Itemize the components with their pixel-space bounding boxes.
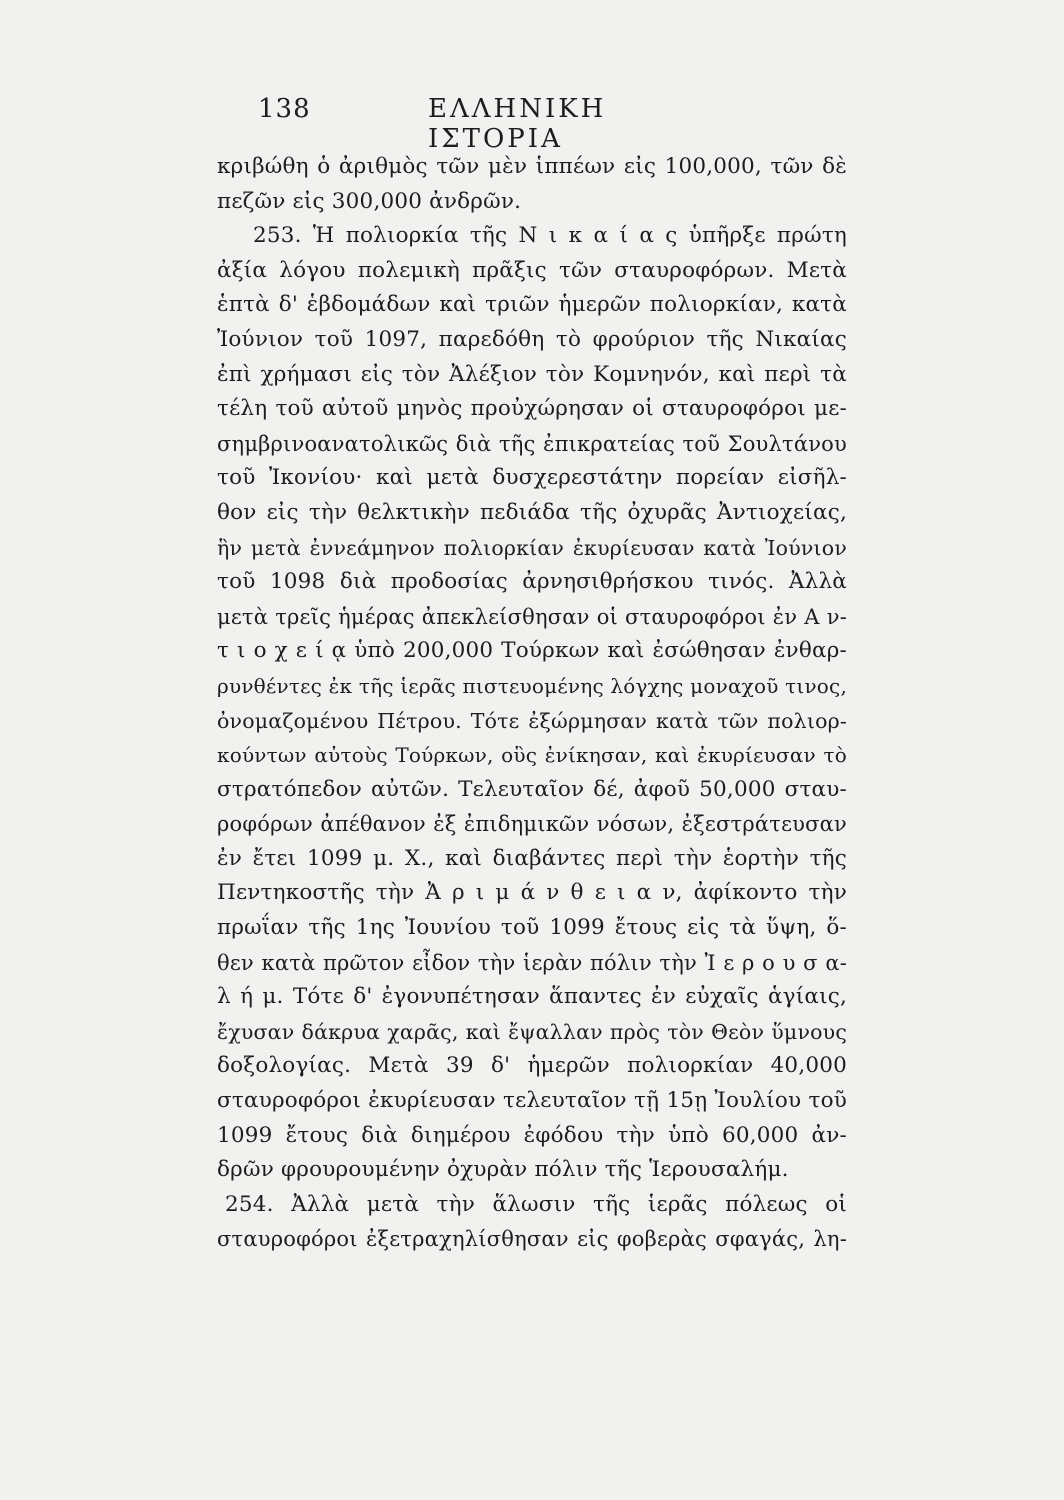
text-line: ἔχυσαν δάκρυα χαρᾶς, καὶ ἔψαλλαν πρὸς τὸν Θεὸν ὕμνους [217,1019,847,1044]
text-line: πρωΐαν τῆς 1ης Ἰουνίου τοῦ 1099 ἔτους εἰς τὰ ὕψη, ὅ- [217,915,847,941]
text-line: ἐπὶ χρήμασι εἰς τὸν Ἀλέξιον τὸν Κομνηνόν, καὶ περὶ τὰ [217,361,847,387]
text-line: δρῶν φρουρουμένην ὀχυρὰν πόλιν τῆς Ἱερουσαλήμ. [217,1157,789,1183]
text-line: Ἰούνιον τοῦ 1097, παρεδόθη τὸ φρούριον τῆς Νικαίας [217,326,847,352]
text-line: δοξολογίας. Μετὰ 39 δ' ἡμερῶν πολιορκίαν 40,000 [217,1053,847,1079]
text-line: κριβώθη ὁ ἀριθμὸς τῶν μὲν ἱππέων εἰς 100,000, τῶν δὲ [217,154,847,179]
text-line: τοῦ Ἰκονίου· καὶ μετὰ δυσχερεστάτην πορείαν εἰσῆλ- [217,465,847,491]
text-line: Πεντηκοστῆς τὴν Ἀ ρ ι μ ά ν θ ε ι α ν, ἀφίκοντο τὴν [217,880,847,906]
text-line: στρατόπεδον αὐτῶν. Τελευταῖον δέ, ἀφοῦ 50,000 σταυ- [217,776,847,802]
text-line: θεν κατὰ πρῶτον εἶδον τὴν ἱερὰν πόλιν τὴν Ἰ ε ρ ο υ σ α- [217,950,847,975]
text-line: ὀνομαζομένου Πέτρου. Τότε ἐξώρμησαν κατὰ τῶν πολιορ- [217,708,847,733]
text-line: τ ι ο χ ε ί ᾳ ὑπὸ 200,000 Τούρκων καὶ ἐσώθησαν ἐνθαρ- [217,638,847,664]
text-line: σταυροφόροι ἐκυρίευσαν τελευταῖον τῇ 15ῃ Ἰουλίου τοῦ [217,1088,847,1114]
text-line: λ ή μ. Τότε δ' ἐγονυπέτησαν ἅπαντες ἐν εὐχαῖς ἁγίαις, [217,984,847,1010]
text-line: πεζῶν εἰς 300,000 ἀνδρῶν. [217,188,522,214]
paragraph-254-start: 254. Ἀλλὰ μετὰ τὴν ἅλωσιν τῆς ἱερᾶς πόλεως οἱ [225,1191,847,1217]
text-line: 1099 ἔτους διὰ διημέρου ἐφόδου τὴν ὑπὸ 60,000 ἀν- [217,1122,847,1148]
text-line: ἣν μετὰ ἐννεάμηνον πολιορκίαν ἐκυρίευσαν κατὰ Ἰούνιον [217,535,847,560]
text-line: μετὰ τρεῖς ἡμέρας ἀπεκλείσθησαν οἱ σταυροφόροι ἐν Α ν- [217,604,847,629]
text-line: ἑπτὰ δ' ἑβδομάδων καὶ τριῶν ἡμερῶν πολιορκίαν, κατὰ [217,292,847,318]
text-line: ροφόρων ἀπέθανον ἐξ ἐπιδημικῶν νόσων, ἐξεστράτευσαν [217,812,847,837]
text-line: σημβρινοανατολικῶς διὰ τῆς ἐπικρατείας τοῦ Σουλτάνου [217,431,847,456]
page-number: 138 [258,94,311,124]
text-line: ἐν ἔτει 1099 μ. Χ., καὶ διαβάντες περὶ τὴν ἑορτὴν τῆς [217,845,847,871]
text-line: ρυνθέντες ἐκ τῆς ἱερᾶς πιστευομένης λόγχης μοναχοῦ τινος, [217,673,847,698]
page-header [258,94,718,154]
text-line: τέλη τοῦ αὐτοῦ μηνὸς προὐχώρησαν οἱ σταυροφόροι με- [217,396,847,422]
running-title: ΕΛΛΗΝΙΚΗ ΙΣΤΟΡΙΑ [428,94,607,154]
paragraph-253-start: 253. Ἡ πολιορκία τῆς Ν ι κ α ί α ς ὑπῆρξε πρώτη [253,223,847,249]
body-text [217,150,847,1257]
text-line: θον εἰς τὴν θελκτικὴν πεδιάδα τῆς ὀχυρᾶς Ἀντιοχείας, [217,499,847,525]
text-line: κούντων αὐτοὺς Τούρκων, οὓς ἐνίκησαν, καὶ ἐκυρίευσαν τὸ [217,743,847,768]
text-line: τοῦ 1098 διὰ προδοσίας ἀρνησιθρήσκου τινός. Ἀλλὰ [217,569,847,595]
text-line: σταυροφόροι ἐξετραχηλίσθησαν εἰς φοβερὰς σφαγάς, λη- [217,1227,847,1252]
text-line: ἀξία λόγου πολεμικὴ πρᾶξις τῶν σταυροφόρων. Μετὰ [217,257,847,283]
